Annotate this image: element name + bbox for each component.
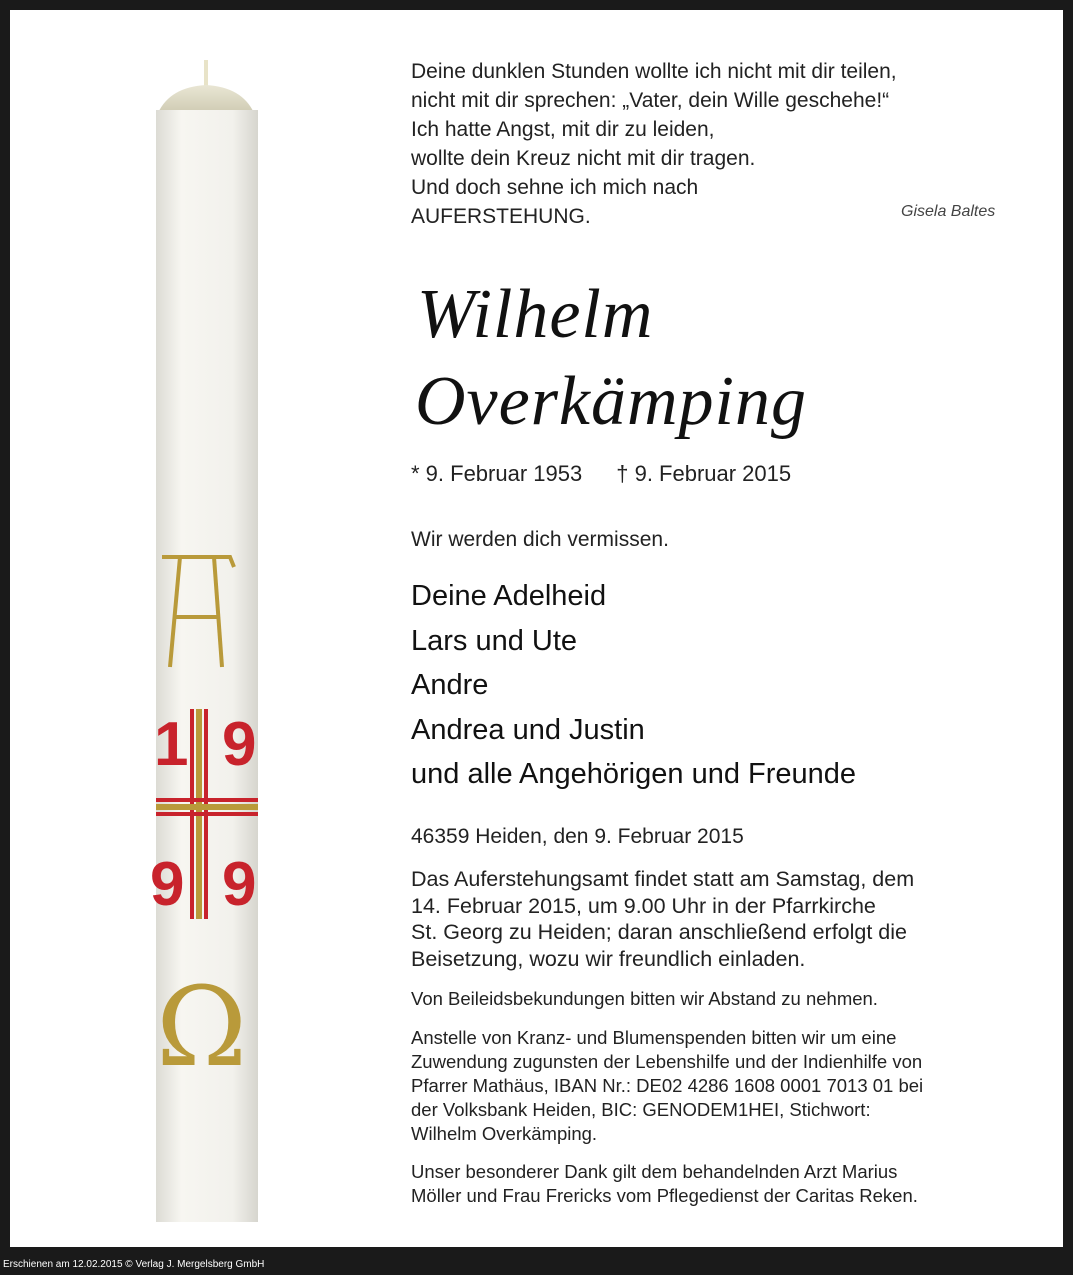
deceased-first-name: Wilhelm xyxy=(417,276,654,353)
poem xyxy=(411,57,897,231)
poem-line: Und doch sehne ich mich nach xyxy=(411,176,699,199)
easter-candle-image xyxy=(130,55,290,1225)
year-digit-3: 9 xyxy=(150,850,185,919)
text-line: St. Georg zu Heiden; daran anschließend erfolgt die xyxy=(411,920,907,944)
miss-line: Wir werden dich vermissen. xyxy=(411,528,669,551)
poem-author: Gisela Baltes xyxy=(901,203,996,220)
poem-line: nicht mit dir sprechen: „Vater, dein Wille geschehe!“ xyxy=(411,89,890,112)
birth-date: * 9. Februar 1953 xyxy=(411,461,583,486)
year-digit-1: 1 xyxy=(154,710,189,779)
candle-wick xyxy=(204,60,208,88)
mourner: Deine Adelheid xyxy=(411,580,607,612)
condolences-paragraph xyxy=(411,987,1011,1011)
text-line: Anstelle von Kranz- und Blumenspenden bitten wir um eine xyxy=(411,1027,897,1048)
year-digit-4: 9 xyxy=(222,850,257,919)
text-line: 14. Februar 2015, um 9.00 Uhr in der Pfarrkirche xyxy=(411,893,876,918)
donations-paragraph xyxy=(411,1026,1011,1146)
text-line: Unser besonderer Dank gilt dem behandelnden Arzt Marius xyxy=(411,1161,898,1182)
mourner: Andre xyxy=(411,669,489,701)
candle-top xyxy=(158,85,254,113)
text-line: Pfarrer Mathäus, IBAN Nr.: DE02 4286 1608 0001 7013 01 bei xyxy=(411,1075,924,1096)
mourner: Andrea und Justin xyxy=(411,713,645,746)
mourner: Lars und Ute xyxy=(411,624,578,657)
text-line: Von Beileidsbekundungen bitten wir Abstand zu nehmen. xyxy=(411,988,878,1009)
life-dates xyxy=(411,461,791,487)
place-date: 46359 Heiden, den 9. Februar 2015 xyxy=(411,825,744,848)
text-line: Das Auferstehungsamt findet statt am Samstag, dem xyxy=(411,867,915,891)
poem-line: AUFERSTEHUNG. xyxy=(411,205,591,228)
poem-line: Ich hatte Angst, mit dir zu leiden, xyxy=(411,118,715,141)
mourners-list xyxy=(411,574,856,797)
mourner: und alle Angehörigen und Freunde xyxy=(411,758,857,790)
obituary-page xyxy=(10,10,1063,1247)
text-line: Zuwendung zugunsten der Lebenshilfe und der Indienhilfe von xyxy=(411,1051,923,1072)
deceased-last-name: Overkämping xyxy=(415,363,808,440)
publication-footer: Erschienen am 12.02.2015 © Verlag J. Mergelsberg GmbH xyxy=(3,1259,265,1270)
text-line: Wilhelm Overkämping. xyxy=(411,1123,598,1144)
service-paragraph xyxy=(411,866,1011,972)
poem-line: Deine dunklen Stunden wollte ich nicht mit dir teilen, xyxy=(411,60,897,83)
death-date: † 9. Februar 2015 xyxy=(616,461,792,486)
year-digit-2: 9 xyxy=(222,710,257,779)
text-line: der Volksbank Heiden, BIC: GENODEM1HEI, Stichwort: xyxy=(411,1099,871,1120)
poem-line: wollte dein Kreuz nicht mit dir tragen. xyxy=(411,147,756,170)
omega-symbol: Ω xyxy=(156,963,248,1091)
text-line: Beisetzung, wozu wir freundlich einladen. xyxy=(411,946,806,971)
thanks-paragraph xyxy=(411,1160,1011,1208)
text-line: Möller und Frau Frericks vom Pflegedienst der Caritas Reken. xyxy=(411,1185,918,1206)
